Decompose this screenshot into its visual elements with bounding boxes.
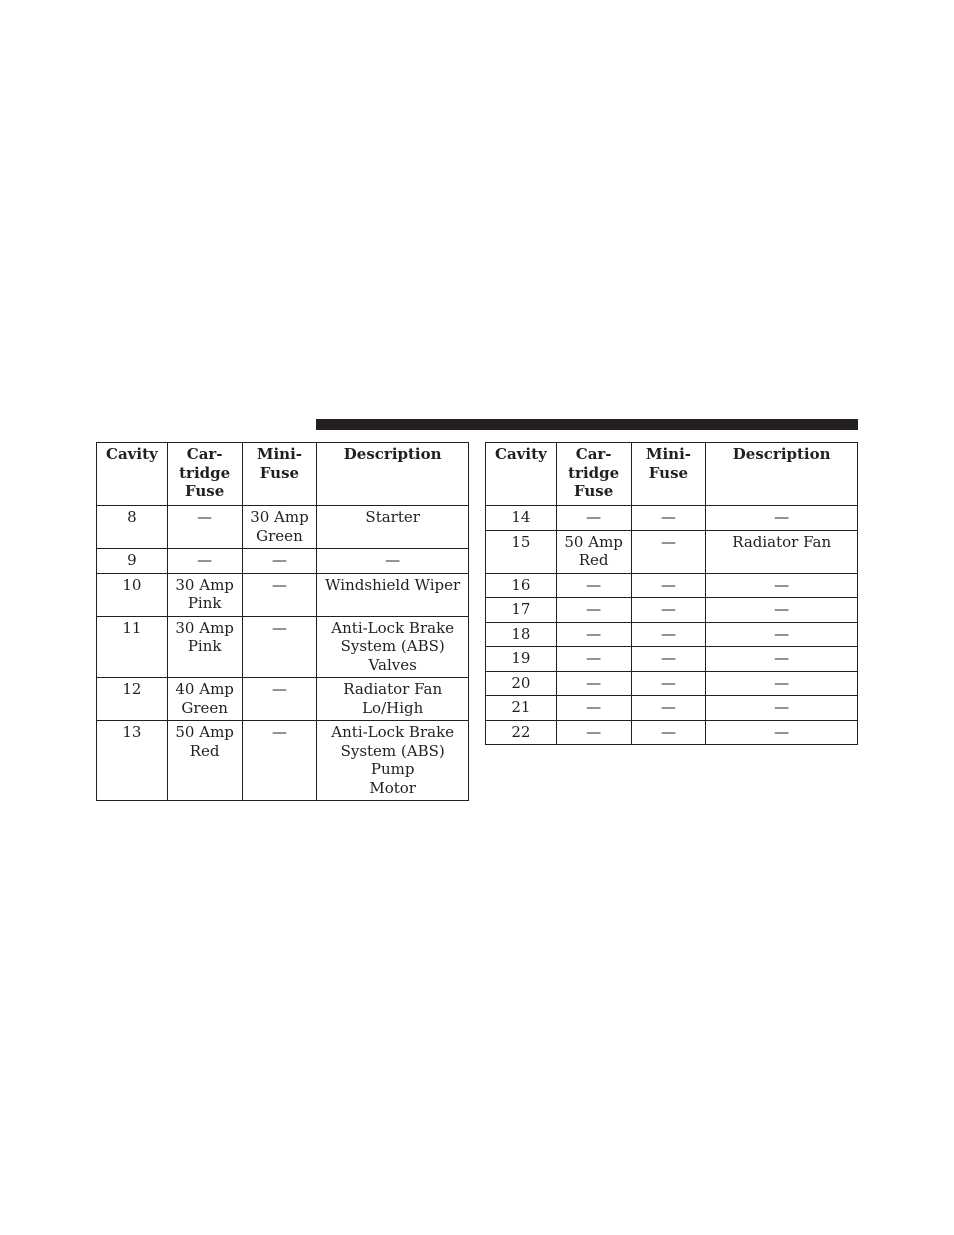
cell-cartridge-fuse: 50 Amp Red (167, 721, 242, 801)
table-row (97, 678, 469, 721)
table-row (486, 671, 858, 696)
fuse-table-right (485, 442, 858, 745)
cell-cartridge-fuse: — (556, 573, 631, 598)
cell-cavity: 15 (486, 530, 557, 573)
cell-description: Windshield Wiper (317, 573, 469, 616)
cell-cartridge-fuse: 50 Amp Red (556, 530, 631, 573)
header-description: Description (317, 443, 469, 506)
cell-cartridge-fuse: — (556, 506, 631, 531)
cell-description: — (706, 720, 858, 745)
table-row (97, 721, 469, 801)
section-header-bar (316, 419, 858, 430)
cell-cavity: 9 (97, 549, 168, 574)
header-mini-fuse: Mini- Fuse (242, 443, 317, 506)
table-row (486, 622, 858, 647)
cell-description: — (706, 622, 858, 647)
table-row (486, 720, 858, 745)
cell-mini-fuse: — (631, 530, 706, 573)
cell-mini-fuse: — (242, 573, 317, 616)
cell-mini-fuse: — (631, 720, 706, 745)
cell-mini-fuse: — (631, 506, 706, 531)
header-cavity: Cavity (486, 443, 557, 506)
cell-cavity: 14 (486, 506, 557, 531)
cell-cartridge-fuse: 40 Amp Green (167, 678, 242, 721)
cell-cavity: 13 (97, 721, 168, 801)
cell-description: Anti-Lock Brake System (ABS) Valves (317, 616, 469, 678)
header-mini-fuse: Mini- Fuse (631, 443, 706, 506)
cell-mini-fuse: — (631, 598, 706, 623)
cell-cartridge-fuse: — (167, 549, 242, 574)
cell-cavity: 8 (97, 506, 168, 549)
cell-description: — (706, 573, 858, 598)
table-row (97, 506, 469, 549)
cell-mini-fuse: 30 Amp Green (242, 506, 317, 549)
table-row (97, 549, 469, 574)
cell-mini-fuse: — (631, 647, 706, 672)
cell-cartridge-fuse: 30 Amp Pink (167, 573, 242, 616)
table-header-row (97, 443, 469, 506)
cell-description: Anti-Lock Brake System (ABS) Pump Motor (317, 721, 469, 801)
cell-cavity: 17 (486, 598, 557, 623)
cell-description: — (706, 671, 858, 696)
header-description: Description (706, 443, 858, 506)
cell-description: — (317, 549, 469, 574)
cell-mini-fuse: — (631, 696, 706, 721)
table-row (486, 647, 858, 672)
cell-cartridge-fuse: — (556, 622, 631, 647)
cell-mini-fuse: — (242, 678, 317, 721)
cell-cartridge-fuse: — (556, 598, 631, 623)
cell-cavity: 18 (486, 622, 557, 647)
cell-cavity: 11 (97, 616, 168, 678)
header-cartridge-fuse: Car- tridge Fuse (556, 443, 631, 506)
cell-cartridge-fuse: — (556, 720, 631, 745)
table-row (486, 598, 858, 623)
cell-description: Starter (317, 506, 469, 549)
cell-cavity: 10 (97, 573, 168, 616)
cell-mini-fuse: — (242, 616, 317, 678)
cell-description: — (706, 696, 858, 721)
fuse-table-left (96, 442, 469, 801)
table-row (486, 573, 858, 598)
cell-description: — (706, 506, 858, 531)
table-row (486, 506, 858, 531)
header-cartridge-fuse: Car- tridge Fuse (167, 443, 242, 506)
cell-cavity: 21 (486, 696, 557, 721)
cell-cavity: 19 (486, 647, 557, 672)
cell-description: Radiator Fan (706, 530, 858, 573)
cell-cavity: 12 (97, 678, 168, 721)
cell-cartridge-fuse: — (556, 671, 631, 696)
cell-cartridge-fuse: 30 Amp Pink (167, 616, 242, 678)
cell-cavity: 22 (486, 720, 557, 745)
table-row (97, 616, 469, 678)
cell-description: — (706, 598, 858, 623)
cell-mini-fuse: — (631, 622, 706, 647)
cell-cartridge-fuse: — (167, 506, 242, 549)
cell-mini-fuse: — (242, 721, 317, 801)
cell-mini-fuse: — (631, 671, 706, 696)
cell-mini-fuse: — (631, 573, 706, 598)
header-cavity: Cavity (97, 443, 168, 506)
cell-cavity: 16 (486, 573, 557, 598)
table-row (486, 530, 858, 573)
cell-cartridge-fuse: — (556, 696, 631, 721)
cell-cartridge-fuse: — (556, 647, 631, 672)
cell-cavity: 20 (486, 671, 557, 696)
table-row (486, 696, 858, 721)
cell-description: Radiator Fan Lo/High (317, 678, 469, 721)
cell-mini-fuse: — (242, 549, 317, 574)
table-header-row (486, 443, 858, 506)
cell-description: — (706, 647, 858, 672)
table-row (97, 573, 469, 616)
